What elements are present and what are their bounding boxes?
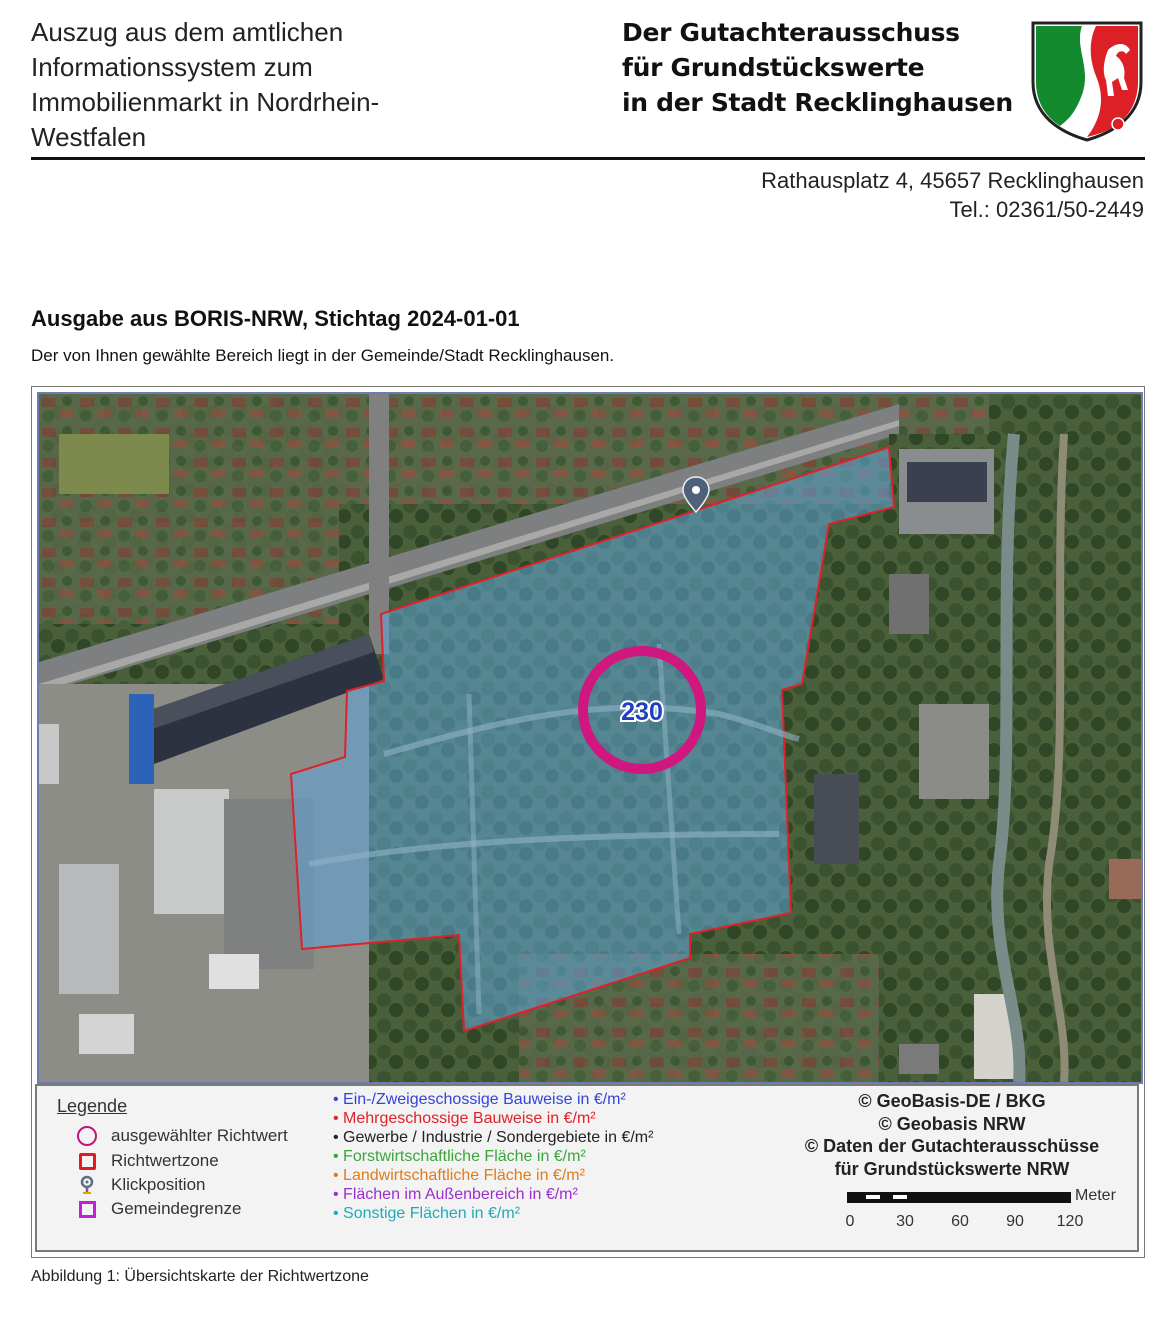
copyright-block bbox=[757, 1090, 1147, 1180]
aerial-map bbox=[39, 394, 1141, 1082]
origin-line: Informationssystem zum bbox=[31, 52, 313, 82]
scale-bar bbox=[847, 1192, 1071, 1203]
scale-tick-label: 0 bbox=[845, 1213, 855, 1230]
legend-category: • Sonstige Flächen in €/m² bbox=[333, 1205, 521, 1222]
contact-block bbox=[761, 166, 1144, 224]
legend-heading: Legende bbox=[57, 1096, 128, 1116]
legend-item-klickposition bbox=[77, 1173, 206, 1197]
legend-category: • Flächen im Außenbereich in €/m² bbox=[333, 1186, 578, 1203]
origin-line: Immobilienmarkt in Nordrhein- bbox=[31, 87, 380, 117]
copyright-line: © Daten der Gutachterausschüsse bbox=[804, 1136, 1100, 1156]
legend-category: • Gewerbe / Industrie / Sondergebiete in €/m² bbox=[333, 1129, 654, 1146]
legend-category: • Landwirtschaftliche Fläche in €/m² bbox=[333, 1167, 585, 1184]
page-subtitle: Der von Ihnen gewählte Bereich liegt in der Gemeinde/Stadt Recklinghausen. bbox=[31, 346, 615, 365]
square-icon bbox=[79, 1153, 96, 1170]
legend-item-richtwertzone bbox=[77, 1149, 219, 1173]
authority-name bbox=[622, 15, 1013, 120]
figure-caption: Abbildung 1: Übersichtskarte der Richtwertzone bbox=[31, 1268, 369, 1285]
scale-unit: Meter bbox=[1075, 1187, 1116, 1204]
legend-category: • Ein-/Zweigeschossige Bauweise in €/m² bbox=[333, 1091, 626, 1108]
address: Rathausplatz 4, 45657 Recklinghausen bbox=[761, 168, 1144, 193]
origin-line: Auszug aus dem amtlichen bbox=[31, 17, 344, 47]
legend-category: • Forstwirtschaftliche Fläche in €/m² bbox=[333, 1148, 586, 1165]
square-icon bbox=[79, 1201, 96, 1218]
coat-of-arms-icon bbox=[1030, 20, 1144, 142]
legend-item-selected-richtwert bbox=[77, 1124, 288, 1148]
scale-bar-segment bbox=[866, 1195, 880, 1199]
richtwert-label: 230 bbox=[621, 698, 663, 726]
map-pin-icon bbox=[77, 1175, 97, 1195]
legend-item-label: ausgewählter Richtwert bbox=[111, 1126, 288, 1145]
authority-line: in der Stadt Recklinghausen bbox=[622, 88, 1013, 117]
map-view[interactable] bbox=[37, 392, 1143, 1084]
header-divider bbox=[31, 157, 1145, 160]
copyright-line: © GeoBasis-DE / BKG bbox=[858, 1091, 1046, 1111]
scale-tick-label: 60 bbox=[951, 1213, 969, 1230]
document-origin bbox=[31, 15, 471, 155]
legend-panel bbox=[35, 1084, 1139, 1252]
copyright-line: für Grundstückswerte NRW bbox=[834, 1158, 1070, 1179]
origin-line: Westfalen bbox=[31, 122, 147, 152]
scale-tick-label: 30 bbox=[896, 1213, 914, 1230]
scale-tick-label: 120 bbox=[1056, 1213, 1084, 1230]
legend-item-gemeindegrenze bbox=[77, 1197, 241, 1221]
legend-category: • Mehrgeschossige Bauweise in €/m² bbox=[333, 1110, 596, 1127]
copyright-line: © Geobasis NRW bbox=[878, 1113, 1026, 1134]
page-title: Ausgabe aus BORIS-NRW, Stichtag 2024-01-01 bbox=[31, 306, 520, 331]
authority-line: Der Gutachterausschuss bbox=[622, 18, 960, 47]
phone: Tel.: 02361/50-2449 bbox=[949, 197, 1144, 222]
scale-bar-segment bbox=[893, 1195, 907, 1199]
authority-line: für Grundstückswerte bbox=[622, 53, 925, 82]
legend-item-label: Richtwertzone bbox=[111, 1151, 219, 1170]
legend-item-label: Gemeindegrenze bbox=[111, 1199, 242, 1218]
map-frame bbox=[31, 386, 1145, 1258]
scale-tick-label: 90 bbox=[1006, 1213, 1024, 1230]
circle-icon bbox=[77, 1126, 97, 1146]
legend-item-label: Klickposition bbox=[111, 1175, 206, 1194]
